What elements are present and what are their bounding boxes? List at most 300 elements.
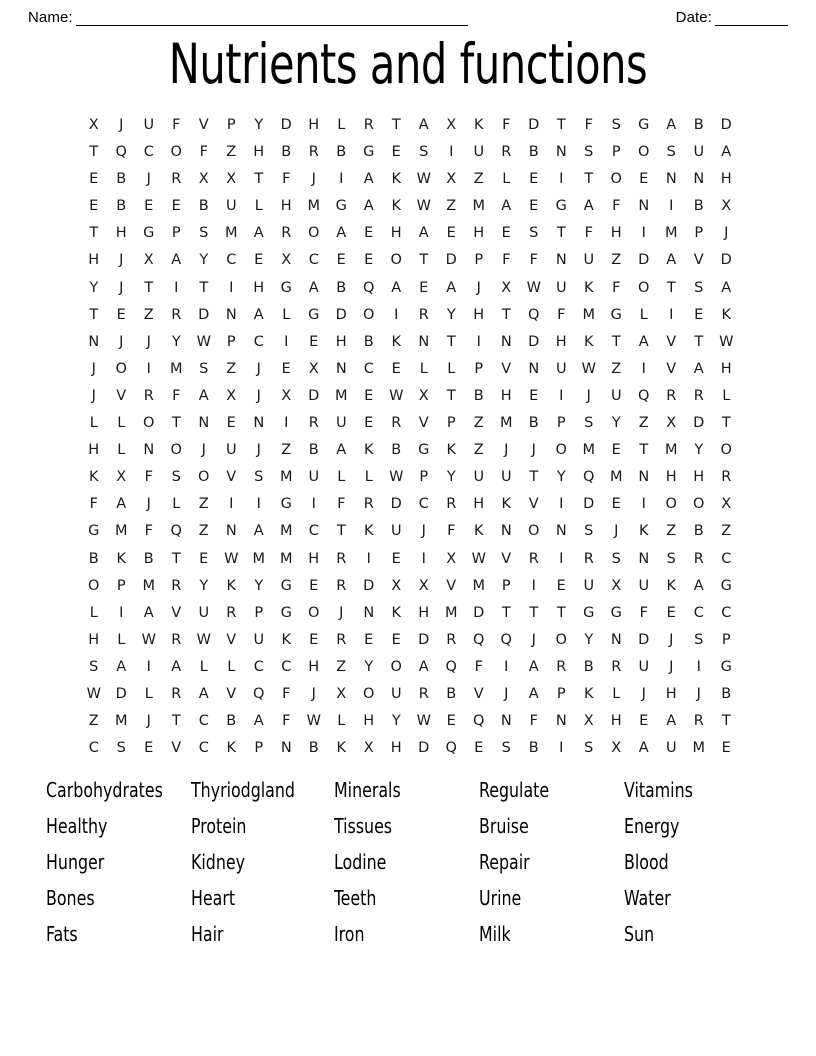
grid-cell[interactable]: A [418, 658, 429, 675]
grid-cell[interactable]: W [526, 279, 541, 296]
word-list-item[interactable]: Tissues [334, 814, 393, 838]
grid-cell[interactable]: R [308, 144, 319, 161]
grid-cell[interactable]: L [144, 685, 153, 702]
grid-cell[interactable]: Y [584, 631, 594, 648]
grid-cell[interactable]: R [336, 631, 347, 648]
grid-cell[interactable]: S [584, 415, 594, 432]
grid-cell[interactable]: V [226, 469, 237, 486]
grid-cell[interactable]: N [638, 198, 650, 215]
grid-cell[interactable]: A [308, 279, 319, 296]
grid-cell[interactable]: E [364, 252, 374, 269]
grid-cell[interactable]: T [694, 333, 704, 350]
grid-cell[interactable]: U [390, 685, 402, 702]
grid-cell[interactable]: H [665, 469, 677, 486]
grid-cell[interactable]: F [199, 144, 208, 161]
grid-cell[interactable]: H [418, 604, 430, 621]
grid-cell[interactable]: N [610, 631, 622, 648]
grid-cell[interactable]: F [282, 171, 291, 188]
grid-cell[interactable]: U [225, 442, 237, 459]
grid-cell[interactable]: B [226, 713, 237, 730]
grid-cell[interactable]: I [641, 225, 646, 242]
grid-cell[interactable]: B [143, 550, 154, 567]
grid-cell[interactable]: P [474, 252, 484, 269]
grid-cell[interactable]: T [721, 713, 731, 730]
word-list-item[interactable]: Carbohydrates [46, 778, 163, 802]
word-list-item[interactable]: Bones [46, 886, 95, 910]
grid-cell[interactable]: M [279, 469, 293, 486]
grid-cell[interactable]: D [280, 117, 292, 133]
grid-cell[interactable]: A [363, 171, 374, 188]
grid-cell[interactable]: A [528, 685, 539, 702]
grid-cell[interactable]: F [584, 225, 593, 242]
grid-cell[interactable]: O [143, 415, 155, 432]
grid-cell[interactable]: Q [253, 685, 265, 702]
grid-cell[interactable]: M [279, 523, 293, 540]
grid-cell[interactable]: E [309, 631, 319, 648]
grid-cell[interactable]: O [390, 658, 402, 675]
grid-cell[interactable]: F [144, 469, 153, 486]
grid-cell[interactable]: J [146, 713, 151, 730]
grid-cell[interactable]: A [721, 144, 732, 161]
grid-cell[interactable]: X [446, 171, 457, 188]
grid-cell[interactable]: W [86, 685, 101, 702]
grid-cell[interactable]: E [309, 333, 319, 350]
grid-cell[interactable]: B [693, 198, 704, 215]
grid-cell[interactable]: X [501, 279, 512, 296]
grid-cell[interactable]: I [559, 496, 564, 513]
grid-cell[interactable]: O [88, 577, 100, 594]
grid-cell[interactable]: O [720, 442, 732, 459]
grid-cell[interactable]: O [555, 442, 567, 459]
grid-cell[interactable]: L [722, 387, 731, 404]
grid-cell[interactable]: T [254, 171, 264, 188]
grid-cell[interactable]: L [89, 604, 98, 621]
grid-cell[interactable]: R [611, 658, 622, 675]
grid-cell[interactable]: Y [254, 577, 264, 594]
grid-cell[interactable]: B [116, 198, 127, 215]
word-list-item[interactable]: Iron [334, 922, 365, 946]
grid-cell[interactable]: J [311, 171, 316, 188]
grid-cell[interactable]: M [334, 387, 348, 404]
grid-cell[interactable]: S [419, 144, 429, 161]
grid-cell[interactable]: L [639, 306, 648, 323]
grid-cell[interactable]: O [638, 144, 650, 161]
grid-cell[interactable]: Q [528, 306, 540, 323]
grid-cell[interactable]: B [116, 171, 127, 188]
grid-cell[interactable]: H [610, 225, 622, 242]
grid-cell[interactable]: X [363, 740, 374, 757]
grid-cell[interactable]: A [143, 604, 154, 621]
grid-cell[interactable]: R [171, 631, 182, 648]
grid-cell[interactable]: S [89, 658, 99, 675]
grid-cell[interactable]: K [391, 171, 401, 188]
grid-cell[interactable]: Q [363, 279, 375, 296]
grid-cell[interactable]: A [583, 198, 594, 215]
grid-cell[interactable]: T [721, 415, 731, 432]
grid-cell[interactable]: J [531, 631, 536, 648]
grid-cell[interactable]: N [335, 360, 347, 377]
grid-cell[interactable]: L [172, 496, 181, 513]
grid-cell[interactable]: A [418, 117, 429, 133]
grid-cell[interactable]: A [721, 279, 732, 296]
grid-cell[interactable]: J [146, 496, 151, 513]
grid-cell[interactable]: X [721, 496, 732, 513]
grid-cell[interactable]: Z [446, 198, 457, 215]
grid-cell[interactable]: E [721, 740, 731, 757]
grid-cell[interactable]: M [142, 577, 155, 594]
grid-cell[interactable]: P [721, 631, 731, 648]
grid-cell[interactable]: R [583, 550, 594, 567]
grid-cell[interactable]: F [584, 117, 593, 133]
grid-cell[interactable]: T [529, 604, 539, 621]
grid-cell[interactable]: R [171, 577, 182, 594]
grid-cell[interactable]: D [693, 415, 705, 432]
grid-cell[interactable]: G [638, 117, 650, 133]
grid-cell[interactable]: T [171, 550, 181, 567]
grid-cell[interactable]: N [555, 713, 567, 730]
grid-cell[interactable]: O [308, 225, 320, 242]
grid-cell[interactable]: V [501, 550, 512, 567]
grid-cell[interactable]: R [418, 685, 429, 702]
grid-cell[interactable]: Z [638, 415, 649, 432]
grid-cell[interactable]: N [418, 333, 430, 350]
grid-cell[interactable]: S [171, 469, 181, 486]
grid-cell[interactable]: E [694, 306, 704, 323]
grid-cell[interactable]: E [501, 225, 511, 242]
grid-cell[interactable]: Z [198, 496, 209, 513]
grid-cell[interactable]: T [584, 171, 594, 188]
grid-cell[interactable]: B [528, 415, 539, 432]
grid-cell[interactable]: H [335, 333, 347, 350]
grid-cell[interactable]: C [721, 550, 732, 567]
grid-cell[interactable]: Y [611, 415, 621, 432]
grid-cell[interactable]: A [693, 360, 704, 377]
grid-cell[interactable]: C [281, 658, 292, 675]
grid-cell[interactable]: D [720, 252, 732, 269]
grid-cell[interactable]: N [555, 144, 567, 161]
grid-cell[interactable]: X [391, 577, 402, 594]
grid-cell[interactable]: J [146, 171, 151, 188]
word-list-item[interactable]: Fats [46, 922, 78, 946]
grid-cell[interactable]: S [584, 740, 594, 757]
grid-cell[interactable]: A [116, 658, 127, 675]
grid-cell[interactable]: Z [473, 442, 484, 459]
grid-cell[interactable]: M [692, 740, 705, 757]
grid-cell[interactable]: X [281, 252, 292, 269]
grid-cell[interactable]: B [88, 550, 99, 567]
word-list-item[interactable]: Water [624, 886, 671, 910]
grid-cell[interactable]: T [171, 415, 181, 432]
grid-cell[interactable]: T [391, 117, 401, 133]
grid-cell[interactable]: E [529, 198, 539, 215]
grid-cell[interactable]: S [584, 523, 594, 540]
grid-cell[interactable]: L [337, 469, 346, 486]
grid-cell[interactable]: L [282, 306, 291, 323]
grid-cell[interactable]: M [664, 442, 678, 459]
grid-cell[interactable]: Z [88, 713, 99, 730]
grid-cell[interactable]: F [639, 604, 648, 621]
grid-cell[interactable]: P [226, 333, 236, 350]
grid-cell[interactable]: K [666, 577, 676, 594]
grid-cell[interactable]: Y [446, 469, 456, 486]
grid-cell[interactable]: B [391, 442, 402, 459]
grid-cell[interactable]: S [694, 631, 704, 648]
word-list-item[interactable]: Regulate [479, 778, 550, 802]
grid-cell[interactable]: J [614, 523, 619, 540]
grid-cell[interactable]: D [528, 117, 540, 133]
word-list-item[interactable]: Thyriodgland [191, 778, 295, 802]
grid-cell[interactable]: D [363, 577, 375, 594]
grid-cell[interactable]: I [284, 333, 289, 350]
grid-cell[interactable]: X [198, 171, 209, 188]
grid-cell[interactable]: Z [336, 658, 347, 675]
grid-cell[interactable]: Y [89, 279, 99, 296]
grid-cell[interactable]: S [529, 225, 539, 242]
grid-cell[interactable]: P [501, 577, 511, 594]
grid-cell[interactable]: E [364, 387, 374, 404]
grid-cell[interactable]: I [669, 198, 674, 215]
grid-cell[interactable]: B [583, 658, 594, 675]
grid-cell[interactable]: E [144, 740, 154, 757]
grid-cell[interactable]: H [308, 550, 320, 567]
grid-cell[interactable]: Q [638, 387, 650, 404]
grid-cell[interactable]: W [719, 333, 734, 350]
grid-cell[interactable]: K [583, 685, 594, 702]
grid-cell[interactable]: W [389, 469, 404, 486]
grid-cell[interactable]: E [199, 550, 209, 567]
grid-cell[interactable]: V [528, 496, 539, 513]
grid-cell[interactable]: W [224, 550, 239, 567]
grid-cell[interactable]: H [88, 252, 100, 269]
grid-cell[interactable]: E [639, 171, 649, 188]
grid-cell[interactable]: F [612, 198, 621, 215]
grid-cell[interactable]: C [363, 360, 374, 377]
grid-cell[interactable]: P [474, 360, 484, 377]
grid-cell[interactable]: J [339, 604, 344, 621]
grid-cell[interactable]: T [144, 279, 154, 296]
grid-cell[interactable]: T [611, 333, 621, 350]
grid-cell[interactable]: L [117, 442, 126, 459]
grid-cell[interactable]: K [116, 550, 126, 567]
grid-cell[interactable]: J [504, 442, 509, 459]
grid-cell[interactable]: Z [198, 523, 209, 540]
grid-cell[interactable]: L [89, 415, 98, 432]
grid-cell[interactable]: R [446, 496, 457, 513]
grid-cell[interactable]: H [500, 387, 512, 404]
grid-cell[interactable]: M [609, 469, 623, 486]
grid-cell[interactable]: Y [364, 658, 374, 675]
grid-cell[interactable]: O [363, 306, 375, 323]
grid-cell[interactable]: H [308, 117, 320, 133]
grid-cell[interactable]: J [256, 387, 261, 404]
grid-cell[interactable]: E [89, 171, 99, 188]
grid-cell[interactable]: B [528, 740, 539, 757]
grid-cell[interactable]: U [555, 279, 567, 296]
grid-cell[interactable]: N [638, 550, 650, 567]
grid-cell[interactable]: C [721, 604, 732, 621]
grid-cell[interactable]: V [226, 685, 237, 702]
grid-cell[interactable]: G [418, 442, 430, 459]
grid-cell[interactable]: H [555, 333, 567, 350]
grid-cell[interactable]: H [720, 360, 732, 377]
grid-cell[interactable]: D [638, 631, 650, 648]
grid-cell[interactable]: H [253, 279, 265, 296]
grid-cell[interactable]: V [418, 415, 429, 432]
grid-cell[interactable]: E [364, 631, 374, 648]
grid-cell[interactable]: E [391, 631, 401, 648]
grid-cell[interactable]: I [229, 279, 234, 296]
grid-cell[interactable]: M [472, 198, 485, 215]
grid-cell[interactable]: X [116, 469, 127, 486]
grid-cell[interactable]: P [254, 740, 264, 757]
grid-cell[interactable]: S [611, 117, 621, 133]
grid-cell[interactable]: O [115, 360, 127, 377]
grid-cell[interactable]: F [502, 252, 511, 269]
grid-cell[interactable]: Q [445, 740, 457, 757]
grid-cell[interactable]: B [198, 198, 209, 215]
grid-cell[interactable]: N [225, 306, 237, 323]
grid-cell[interactable]: U [225, 198, 237, 215]
grid-cell[interactable]: O [638, 279, 650, 296]
grid-cell[interactable]: G [335, 198, 347, 215]
grid-cell[interactable]: N [280, 740, 292, 757]
grid-cell[interactable]: U [693, 144, 705, 161]
grid-cell[interactable]: T [336, 523, 346, 540]
grid-cell[interactable]: O [363, 685, 375, 702]
grid-cell[interactable]: Z [611, 252, 622, 269]
grid-cell[interactable]: L [117, 631, 126, 648]
grid-cell[interactable]: Y [199, 577, 209, 594]
grid-cell[interactable]: P [419, 469, 429, 486]
grid-cell[interactable]: Z [226, 360, 237, 377]
grid-cell[interactable]: I [229, 496, 234, 513]
grid-cell[interactable]: R [666, 387, 677, 404]
grid-cell[interactable]: T [89, 306, 99, 323]
grid-cell[interactable]: L [227, 658, 236, 675]
grid-cell[interactable]: T [446, 387, 456, 404]
grid-cell[interactable]: R [391, 415, 402, 432]
grid-cell[interactable]: B [693, 523, 704, 540]
grid-cell[interactable]: I [696, 658, 701, 675]
grid-cell[interactable]: C [308, 523, 319, 540]
grid-cell[interactable]: G [583, 604, 595, 621]
grid-cell[interactable]: F [282, 713, 291, 730]
grid-cell[interactable]: M [169, 360, 183, 377]
grid-cell[interactable]: I [559, 387, 564, 404]
grid-cell[interactable]: F [144, 523, 153, 540]
grid-cell[interactable]: T [446, 333, 456, 350]
grid-cell[interactable]: F [172, 387, 181, 404]
grid-cell[interactable]: J [669, 658, 674, 675]
grid-cell[interactable]: P [171, 225, 181, 242]
grid-cell[interactable]: K [391, 198, 401, 215]
grid-cell[interactable]: R [363, 117, 374, 133]
grid-cell[interactable]: M [279, 550, 293, 567]
grid-cell[interactable]: J [119, 279, 124, 296]
grid-cell[interactable]: G [280, 577, 292, 594]
grid-cell[interactable]: A [253, 225, 264, 242]
grid-cell[interactable]: D [528, 333, 540, 350]
grid-cell[interactable]: L [337, 713, 346, 730]
grid-cell[interactable]: L [337, 117, 346, 133]
grid-cell[interactable]: F [89, 496, 98, 513]
word-list-item[interactable]: Vitamins [624, 778, 693, 802]
grid-cell[interactable]: N [253, 415, 265, 432]
grid-cell[interactable]: Q [115, 144, 127, 161]
grid-cell[interactable]: E [144, 198, 154, 215]
grid-cell[interactable]: R [721, 469, 732, 486]
grid-cell[interactable]: D [418, 740, 430, 757]
grid-cell[interactable]: K [226, 577, 236, 594]
grid-cell[interactable]: U [500, 469, 512, 486]
grid-cell[interactable]: I [119, 604, 124, 621]
grid-cell[interactable]: A [253, 306, 264, 323]
grid-cell[interactable]: N [363, 604, 375, 621]
grid-cell[interactable]: Q [445, 658, 457, 675]
grid-cell[interactable]: T [199, 279, 209, 296]
grid-cell[interactable]: I [311, 496, 316, 513]
grid-cell[interactable]: O [308, 604, 320, 621]
grid-cell[interactable]: I [146, 360, 151, 377]
grid-cell[interactable]: W [389, 387, 404, 404]
grid-cell[interactable]: W [581, 360, 596, 377]
grid-cell[interactable]: C [253, 658, 264, 675]
grid-cell[interactable]: L [419, 360, 428, 377]
grid-cell[interactable]: K [446, 442, 456, 459]
grid-cell[interactable]: A [418, 225, 429, 242]
grid-cell[interactable]: O [610, 171, 622, 188]
grid-cell[interactable]: X [418, 387, 429, 404]
grid-cell[interactable]: K [363, 523, 374, 540]
grid-cell[interactable]: U [143, 117, 155, 133]
grid-cell[interactable]: K [363, 442, 374, 459]
grid-cell[interactable]: S [116, 740, 126, 757]
grid-cell[interactable]: H [693, 469, 705, 486]
grid-cell[interactable]: O [665, 496, 677, 513]
grid-cell[interactable]: S [199, 360, 209, 377]
grid-cell[interactable]: R [171, 306, 182, 323]
grid-cell[interactable]: H [280, 198, 292, 215]
grid-cell[interactable]: W [141, 631, 156, 648]
grid-cell[interactable]: I [504, 658, 509, 675]
grid-cell[interactable]: E [89, 198, 99, 215]
grid-cell[interactable]: V [171, 604, 182, 621]
grid-cell[interactable]: A [391, 279, 402, 296]
grid-cell[interactable]: G [610, 306, 622, 323]
grid-cell[interactable]: E [364, 225, 374, 242]
grid-cell[interactable]: H [473, 496, 485, 513]
grid-cell[interactable]: M [224, 225, 238, 242]
grid-cell[interactable]: U [473, 144, 485, 161]
grid-cell[interactable]: L [502, 171, 511, 188]
word-list-item[interactable]: Bruise [479, 814, 529, 838]
grid-cell[interactable]: T [89, 144, 99, 161]
grid-cell[interactable]: H [473, 306, 485, 323]
grid-cell[interactable]: R [446, 631, 457, 648]
word-list-item[interactable]: Minerals [334, 778, 401, 802]
grid-cell[interactable]: E [611, 496, 621, 513]
grid-cell[interactable]: E [639, 713, 649, 730]
grid-cell[interactable]: F [612, 279, 621, 296]
grid-cell[interactable]: A [666, 117, 677, 133]
grid-cell[interactable]: A [171, 658, 182, 675]
grid-cell[interactable]: Z [473, 171, 484, 188]
grid-cell[interactable]: C [198, 713, 209, 730]
grid-cell[interactable]: R [226, 604, 237, 621]
grid-cell[interactable]: N [500, 713, 512, 730]
grid-cell[interactable]: Y [391, 713, 401, 730]
grid-cell[interactable]: S [666, 550, 676, 567]
